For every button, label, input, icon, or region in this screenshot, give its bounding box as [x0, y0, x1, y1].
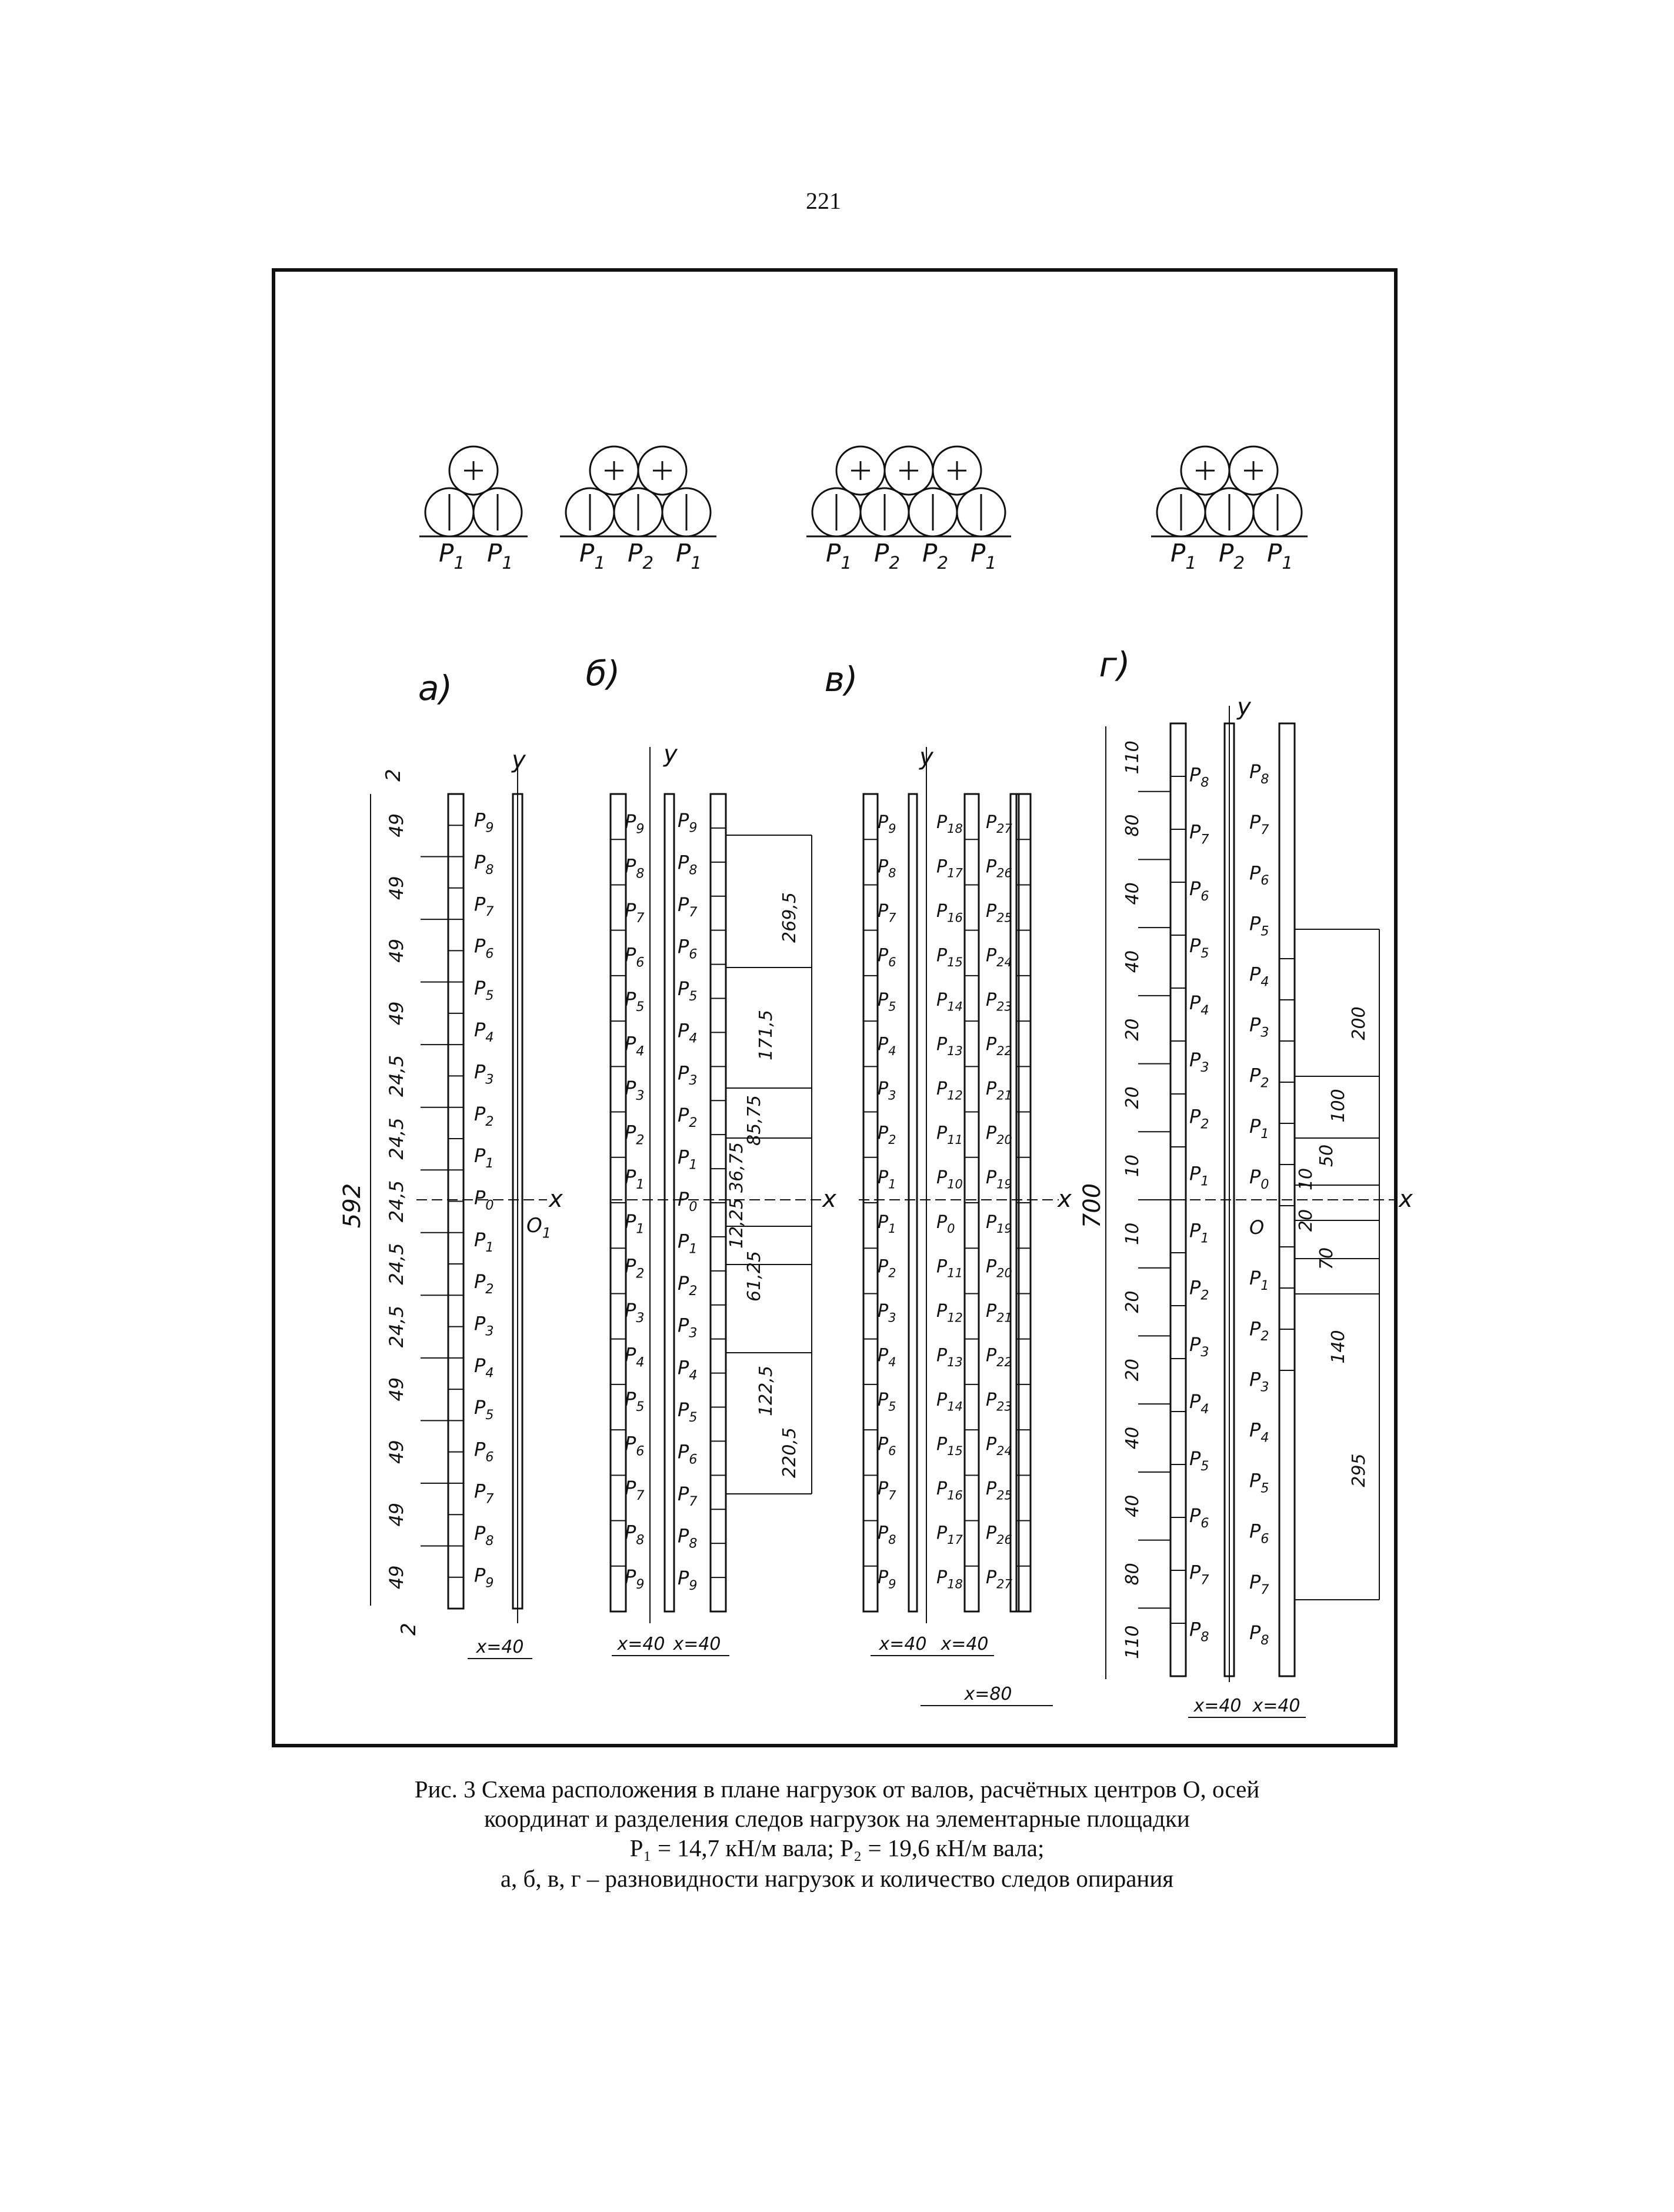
panel-v-col2-label-15: $P_{15}$: [936, 1434, 963, 1458]
panel-v-col1-label-8: $P_2$: [878, 1123, 896, 1147]
panel-g-right-label-10: O: [1249, 1216, 1265, 1239]
panel-v-col2-label-14: $P_{14}$: [936, 1390, 963, 1414]
panel-g-left-label-10: $P_2$: [1189, 1276, 1209, 1303]
panel-a-section-mark-top: 2: [382, 769, 405, 782]
caption-line-3: P₁ = 14,7 кН/м вала; P₂ = 19,6 кН/м вала;: [629, 1834, 1045, 1861]
panel-g-left-dim-8: 10: [1122, 1222, 1143, 1245]
panel-g-left-label-5: $P_4$: [1189, 991, 1209, 1018]
panel-a-dim-9: 24,5: [385, 1305, 408, 1348]
panel-a-load-label-6: $P_4$: [474, 1019, 494, 1046]
panel-v-col2-label-9: $P_{10}$: [936, 1167, 963, 1192]
panel-g-left-label-16: $P_8$: [1189, 1618, 1209, 1645]
panel-b-x-label: x: [822, 1186, 836, 1213]
panel-g-x-label: x: [1399, 1186, 1413, 1213]
panel-v-col2-label-6: $P_{13}$: [936, 1034, 963, 1058]
panel-b-right-label-2: $P_8$: [678, 851, 698, 878]
panel-a-load-label-18: $P_8$: [474, 1522, 494, 1549]
panel-v-col2-label-4: $P_{15}$: [936, 945, 963, 969]
panel-b-dim-2: 171,5: [756, 1010, 776, 1060]
panel-b-right-label-15: $P_5$: [678, 1398, 698, 1425]
panel-g-left-dim-10: 20: [1122, 1359, 1143, 1382]
panel-g-left-label-13: $P_5$: [1189, 1447, 1209, 1474]
panel-v-col2-label-11: $P_{11}$: [936, 1256, 963, 1280]
panel-v-col2-label-2: $P_{17}$: [936, 856, 963, 880]
panel-v-col1-label-9: $P_1$: [878, 1167, 896, 1192]
panel-g-left-label-6: $P_3$: [1189, 1048, 1209, 1075]
panel-b-left-label-18: $P_9$: [625, 1566, 645, 1593]
panel-v-col3-label-2: $P_{26}$: [986, 856, 1012, 880]
panel-g-right-dim-5: 20: [1296, 1209, 1316, 1232]
panel-a-dim-8: 24,5: [385, 1243, 408, 1285]
panel-v-col1-label-13: $P_4$: [878, 1345, 896, 1369]
panel-g-letter: г): [1099, 645, 1131, 685]
panel-v-beam-1: [909, 794, 917, 1612]
panel-g-left-label-9: $P_1$: [1189, 1219, 1209, 1246]
panel-a-load-label-1: $P_9$: [474, 809, 494, 836]
roller-stack-b-label-3: $P_1$: [676, 539, 702, 573]
panel-b-left-label-10: $P_1$: [625, 1210, 645, 1237]
panel-g-total-dim: 700: [1079, 1183, 1106, 1229]
panel-g-left-label-15: $P_7$: [1189, 1561, 1209, 1588]
panel-g-right-label-3: $P_6$: [1249, 862, 1269, 889]
panel-v-col3-label-12: $P_{21}$: [986, 1300, 1012, 1325]
panel-g-x-dim-2: x=40: [1252, 1696, 1300, 1716]
panel-a-load-label-12: $P_2$: [474, 1270, 494, 1297]
panel-g-right-dim-2: 100: [1328, 1089, 1349, 1123]
panel-g-y-label: y: [1237, 693, 1251, 720]
panel-b-dim-5: 12,25: [726, 1198, 747, 1249]
panel-g-right-label-13: $P_3$: [1249, 1368, 1269, 1395]
panel-g-right-dim-6: 70: [1316, 1247, 1337, 1270]
panel-v-col2-label-17: $P_{17}$: [936, 1523, 963, 1547]
panel-a-dim-1: 49: [385, 813, 408, 838]
panel-v-y-label: y: [919, 743, 933, 770]
panel-g-right-label-15: $P_5$: [1249, 1469, 1269, 1496]
panel-b-right-label-8: $P_2$: [678, 1103, 698, 1130]
panel-g-right-dim-3: 50: [1316, 1144, 1337, 1167]
panel-g-left-dim-3: 40: [1122, 882, 1143, 905]
panel-b-left-label-3: $P_7$: [625, 899, 645, 926]
panel-a-dim-4: 49: [385, 1001, 408, 1026]
panel-v-col1-label-16: $P_7$: [878, 1479, 896, 1503]
panel-g-left-dim-11: 40: [1122, 1426, 1143, 1450]
panel-v-col3-label-10: $P_{19}$: [986, 1212, 1012, 1236]
panel-b-left-label-6: $P_4$: [625, 1032, 645, 1059]
roller-stack-g-label-2: $P_2$: [1219, 539, 1245, 573]
panel-g-left-dim-1: 110: [1122, 740, 1143, 775]
panel-b-x-dim-1: x=40: [617, 1634, 665, 1654]
panel-a-load-label-17: $P_7$: [474, 1480, 494, 1507]
panel-a-load-label-8: $P_2$: [474, 1102, 494, 1129]
panel-v-col3-label-15: $P_{24}$: [986, 1434, 1012, 1458]
panel-a-load-label-19: $P_9$: [474, 1564, 494, 1591]
panel-v-col2-label-16: $P_{16}$: [936, 1479, 963, 1503]
panel-b-left-label-1: $P_9$: [625, 810, 645, 837]
panel-v-col1-label-6: $P_4$: [878, 1034, 896, 1058]
panel-a-load-label-13: $P_3$: [474, 1312, 494, 1339]
panel-v-col2-label-5: $P_{14}$: [936, 990, 963, 1014]
panel-v-col1-label-2: $P_8$: [878, 856, 896, 880]
panel-a-load-label-2: $P_8$: [474, 850, 494, 878]
panel-b-x-dim-2: x=40: [673, 1634, 721, 1654]
panel-a-x-label: x: [549, 1186, 563, 1213]
roller-stack-b-label-2: $P_2$: [628, 539, 654, 573]
panel-g-right-label-11: $P_1$: [1249, 1267, 1269, 1294]
panel-a-origin-label: $O_1$: [526, 1214, 551, 1242]
panel-b-left-label-16: $P_7$: [625, 1477, 645, 1504]
panel-v-col3-label-11: $P_{20}$: [986, 1256, 1012, 1280]
panel-a-dim-12: 49: [385, 1502, 408, 1527]
panel-a-dim-11: 49: [385, 1440, 408, 1464]
panel-g-right-dim-4: 10: [1296, 1167, 1316, 1191]
panel-a-y-label: y: [512, 746, 526, 773]
panel-a-dim-5: 24,5: [385, 1055, 408, 1097]
panel-v-col1-label-5: $P_5$: [878, 990, 896, 1014]
panel-v-col3-label-6: $P_{22}$: [986, 1034, 1012, 1058]
panel-b-dim-4: 36,75: [726, 1142, 747, 1193]
panel-a-load-label-7: $P_3$: [474, 1060, 494, 1087]
panel-g-left-dim-5: 20: [1122, 1018, 1143, 1041]
panel-b-right-label-18: $P_8$: [678, 1524, 698, 1552]
panel-v-col3-label-5: $P_{23}$: [986, 990, 1012, 1014]
panel-b-dim-7: 122,5: [756, 1366, 776, 1416]
panel-b-right-label-9: $P_1$: [678, 1146, 698, 1173]
panel-v-col2-label-13: $P_{13}$: [936, 1345, 963, 1369]
panel-b-left-label-11: $P_2$: [625, 1255, 645, 1282]
panel-g-left-dim-2: 80: [1122, 814, 1143, 837]
panel-g-left-dim-4: 40: [1122, 950, 1143, 973]
roller-stack-b-label-1: $P_1$: [579, 539, 606, 573]
panel-g-right-dim-7: 140: [1328, 1330, 1349, 1364]
panel-b-right-label-17: $P_7$: [678, 1483, 698, 1510]
panel-g-left-label-7: $P_2$: [1189, 1105, 1209, 1132]
panel-b-right-label-6: $P_4$: [678, 1019, 698, 1046]
panel-a-x-dim: x=40: [476, 1637, 524, 1657]
roller-stack-v-label-3: $P_2$: [922, 539, 949, 573]
panel-g-right-label-14: $P_4$: [1249, 1419, 1269, 1446]
panel-b-right-label-11: $P_1$: [678, 1230, 698, 1257]
panel-v-col1-label-3: $P_7$: [878, 900, 896, 925]
panel-v-col3-label-1: $P_{27}$: [986, 812, 1012, 836]
panel-v-x-dim-3: x=80: [964, 1684, 1012, 1704]
panel-a-load-label-10: $P_0$: [474, 1186, 494, 1213]
panel-v-col3-label-13: $P_{22}$: [986, 1345, 1012, 1369]
panel-b-left-label-15: $P_6$: [625, 1432, 645, 1459]
panel-g-right-label-9: $P_0$: [1249, 1165, 1269, 1192]
panel-b-left-label-2: $P_8$: [625, 855, 645, 882]
panel-b-left-label-8: $P_2$: [625, 1121, 645, 1148]
panel-v-col3-label-18: $P_{27}$: [986, 1567, 1012, 1592]
panel-g-left-dim-14: 110: [1122, 1625, 1143, 1659]
panel-v-col2-label-10: $P_0$: [936, 1212, 955, 1236]
panel-b-dim-3: 85,75: [744, 1095, 765, 1146]
panel-v-col1-label-7: $P_3$: [878, 1079, 896, 1103]
panel-b-right-label-19: $P_9$: [678, 1567, 698, 1594]
panel-g-right-label-17: $P_7$: [1249, 1570, 1269, 1597]
roller-stack-g-label-1: $P_1$: [1171, 539, 1197, 573]
panel-a-total-dim: 592: [339, 1183, 366, 1229]
panel-v-col3-label-9: $P_{19}$: [986, 1167, 1012, 1192]
panel-v-col1-label-4: $P_6$: [878, 945, 896, 969]
panel-v-col1-label-15: $P_6$: [878, 1434, 896, 1458]
roller-stack-v-label-1: $P_1$: [826, 539, 852, 573]
panel-b-dim-1: 269,5: [779, 892, 800, 943]
panel-a-dim-2: 49: [385, 876, 408, 900]
panel-b-right-label-5: $P_5$: [678, 977, 698, 1005]
panel-b-dim-6: 61,25: [744, 1251, 765, 1302]
panel-g-right-label-18: $P_8$: [1249, 1621, 1269, 1648]
panel-b-right-label-3: $P_7$: [678, 893, 698, 920]
panel-b-right-label-13: $P_3$: [678, 1314, 698, 1341]
panel-v-col2-label-8: $P_{11}$: [936, 1123, 963, 1147]
panel-g-left-dim-13: 80: [1122, 1563, 1143, 1586]
panel-g-left-label-12: $P_4$: [1189, 1390, 1209, 1417]
panel-v-col3-label-8: $P_{20}$: [986, 1123, 1012, 1147]
panel-b-left-label-4: $P_6$: [625, 943, 645, 970]
panel-v-x-dim-2: x=40: [941, 1634, 989, 1654]
page-number: 221: [806, 188, 841, 214]
panel-v-col1-label-17: $P_8$: [878, 1523, 896, 1547]
panel-g-left-dim-6: 20: [1122, 1086, 1143, 1109]
panel-g-right-label-16: $P_6$: [1249, 1520, 1269, 1547]
panel-g-right-label-4: $P_5$: [1249, 912, 1269, 939]
panel-v-col1-label-11: $P_2$: [878, 1256, 896, 1280]
panel-g-left-label-11: $P_3$: [1189, 1333, 1209, 1360]
panel-b-right-label-12: $P_2$: [678, 1272, 698, 1299]
panel-g-left-label-14: $P_6$: [1189, 1504, 1209, 1531]
panel-b-left-label-12: $P_3$: [625, 1299, 645, 1326]
panel-b-dim-8: 220,5: [779, 1427, 800, 1478]
roller-stack-v-label-2: $P_2$: [874, 539, 901, 573]
panel-g-left-label-1: $P_8$: [1189, 763, 1209, 790]
panel-b-right-label-7: $P_3$: [678, 1062, 698, 1089]
panel-a-load-label-5: $P_5$: [474, 976, 494, 1003]
panel-g-left-dim-9: 20: [1122, 1290, 1143, 1313]
panel-a-dim-10: 49: [385, 1377, 408, 1402]
panel-g-left-dim-12: 40: [1122, 1494, 1143, 1517]
roller-stack-v-label-4: $P_1$: [971, 539, 997, 573]
caption-line-4: а, б, в, г – разновидности нагрузок и количество следов опирания: [500, 1865, 1174, 1892]
roller-stack-g-label-3: $P_1$: [1267, 539, 1293, 573]
panel-b-letter: б): [585, 653, 621, 693]
panel-g-right-label-7: $P_2$: [1249, 1064, 1269, 1091]
panel-g-right-label-1: $P_8$: [1249, 760, 1269, 788]
panel-g-left-label-3: $P_6$: [1189, 878, 1209, 905]
panel-b-right-label-10: $P_0$: [678, 1188, 698, 1215]
panel-b-right-label-1: $P_9$: [678, 809, 698, 836]
panel-v-col1-label-14: $P_5$: [878, 1390, 896, 1414]
panel-a-dim-3: 49: [385, 938, 408, 963]
panel-a-load-label-16: $P_6$: [474, 1438, 494, 1465]
caption-line-1: Рис. 3 Схема расположения в плане нагрузок от валов, расчётных центров О, осей: [414, 1776, 1260, 1803]
panel-a-dim-13: 49: [385, 1565, 408, 1590]
panel-v-col2-label-12: $P_{12}$: [936, 1300, 963, 1325]
roller-stack-a-label-2: $P_1$: [487, 539, 513, 573]
panel-g-right-label-6: $P_3$: [1249, 1013, 1269, 1040]
panel-a-load-label-14: $P_4$: [474, 1354, 494, 1381]
panel-a-load-label-3: $P_7$: [474, 893, 494, 920]
panel-v-col3-label-4: $P_{24}$: [986, 945, 1012, 969]
panel-g-right-label-5: $P_4$: [1249, 963, 1269, 990]
panel-g-right-dim-1: 200: [1349, 1006, 1369, 1040]
panel-b-left-label-5: $P_5$: [625, 988, 645, 1015]
panel-a-load-label-4: $P_6$: [474, 935, 494, 962]
panel-v-col1-label-1: $P_9$: [878, 812, 896, 836]
panel-b-right-label-16: $P_6$: [678, 1440, 698, 1467]
caption-line-2: координат и разделения следов нагрузок на элементарные площадки: [484, 1805, 1190, 1832]
panel-v-col2-label-7: $P_{12}$: [936, 1079, 963, 1103]
panel-g-left-dim-7: 10: [1122, 1155, 1143, 1177]
roller-stack-a-label-1: $P_1$: [439, 539, 465, 573]
panel-a-load-label-15: $P_5$: [474, 1396, 494, 1423]
panel-v-x-label: x: [1058, 1186, 1072, 1213]
panel-v-letter: в): [824, 659, 858, 699]
panel-v-col2-label-3: $P_{16}$: [936, 900, 963, 925]
panel-b-right-label-4: $P_6$: [678, 935, 698, 962]
panel-v-col3-label-3: $P_{25}$: [986, 900, 1012, 925]
panel-b-y-label: y: [663, 740, 678, 768]
panel-a-load-label-9: $P_1$: [474, 1145, 494, 1172]
panel-v-x-dim-1: x=40: [879, 1634, 927, 1654]
panel-v-col1-label-10: $P_1$: [878, 1212, 896, 1236]
panel-v-col3-label-17: $P_{26}$: [986, 1523, 1012, 1547]
panel-g-right-dim-8: 295: [1349, 1453, 1369, 1487]
panel-g-left-label-2: $P_7$: [1189, 820, 1209, 848]
panel-g-right-label-2: $P_7$: [1249, 811, 1269, 838]
panel-g-x-dim-1: x=40: [1193, 1696, 1242, 1716]
panel-b-beam: [665, 794, 674, 1612]
panel-a-dim-7: 24,5: [385, 1180, 408, 1223]
panel-b-right-label-14: $P_4$: [678, 1356, 698, 1383]
panel-b-left-label-17: $P_8$: [625, 1521, 645, 1548]
panel-v-col2-label-1: $P_{18}$: [936, 812, 963, 836]
panel-g-left-label-8: $P_1$: [1189, 1162, 1209, 1189]
panel-v-col3-label-14: $P_{23}$: [986, 1390, 1012, 1414]
panel-a-load-label-11: $P_1$: [474, 1228, 494, 1255]
panel-v-col1-label-18: $P_9$: [878, 1567, 896, 1592]
panel-a-dim-6: 24,5: [385, 1117, 408, 1160]
panel-b-left-label-9: $P_1$: [625, 1166, 645, 1193]
panel-b-left-label-13: $P_4$: [625, 1343, 645, 1370]
panel-v-col1-label-12: $P_3$: [878, 1300, 896, 1325]
panel-b-left-label-14: $P_5$: [625, 1388, 645, 1414]
panel-v-col2-label-18: $P_{18}$: [936, 1567, 963, 1592]
panel-g-right-label-12: $P_2$: [1249, 1317, 1269, 1344]
panel-v-col3-label-16: $P_{25}$: [986, 1479, 1012, 1503]
panel-g-left-label-4: $P_5$: [1189, 935, 1209, 962]
panel-b-left-label-7: $P_3$: [625, 1077, 645, 1104]
panel-g-right-label-8: $P_1$: [1249, 1115, 1269, 1142]
panel-v-col3-label-7: $P_{21}$: [986, 1079, 1012, 1103]
panel-a-section-mark-bottom: 2: [397, 1623, 421, 1636]
panel-a-letter: а): [418, 668, 453, 708]
